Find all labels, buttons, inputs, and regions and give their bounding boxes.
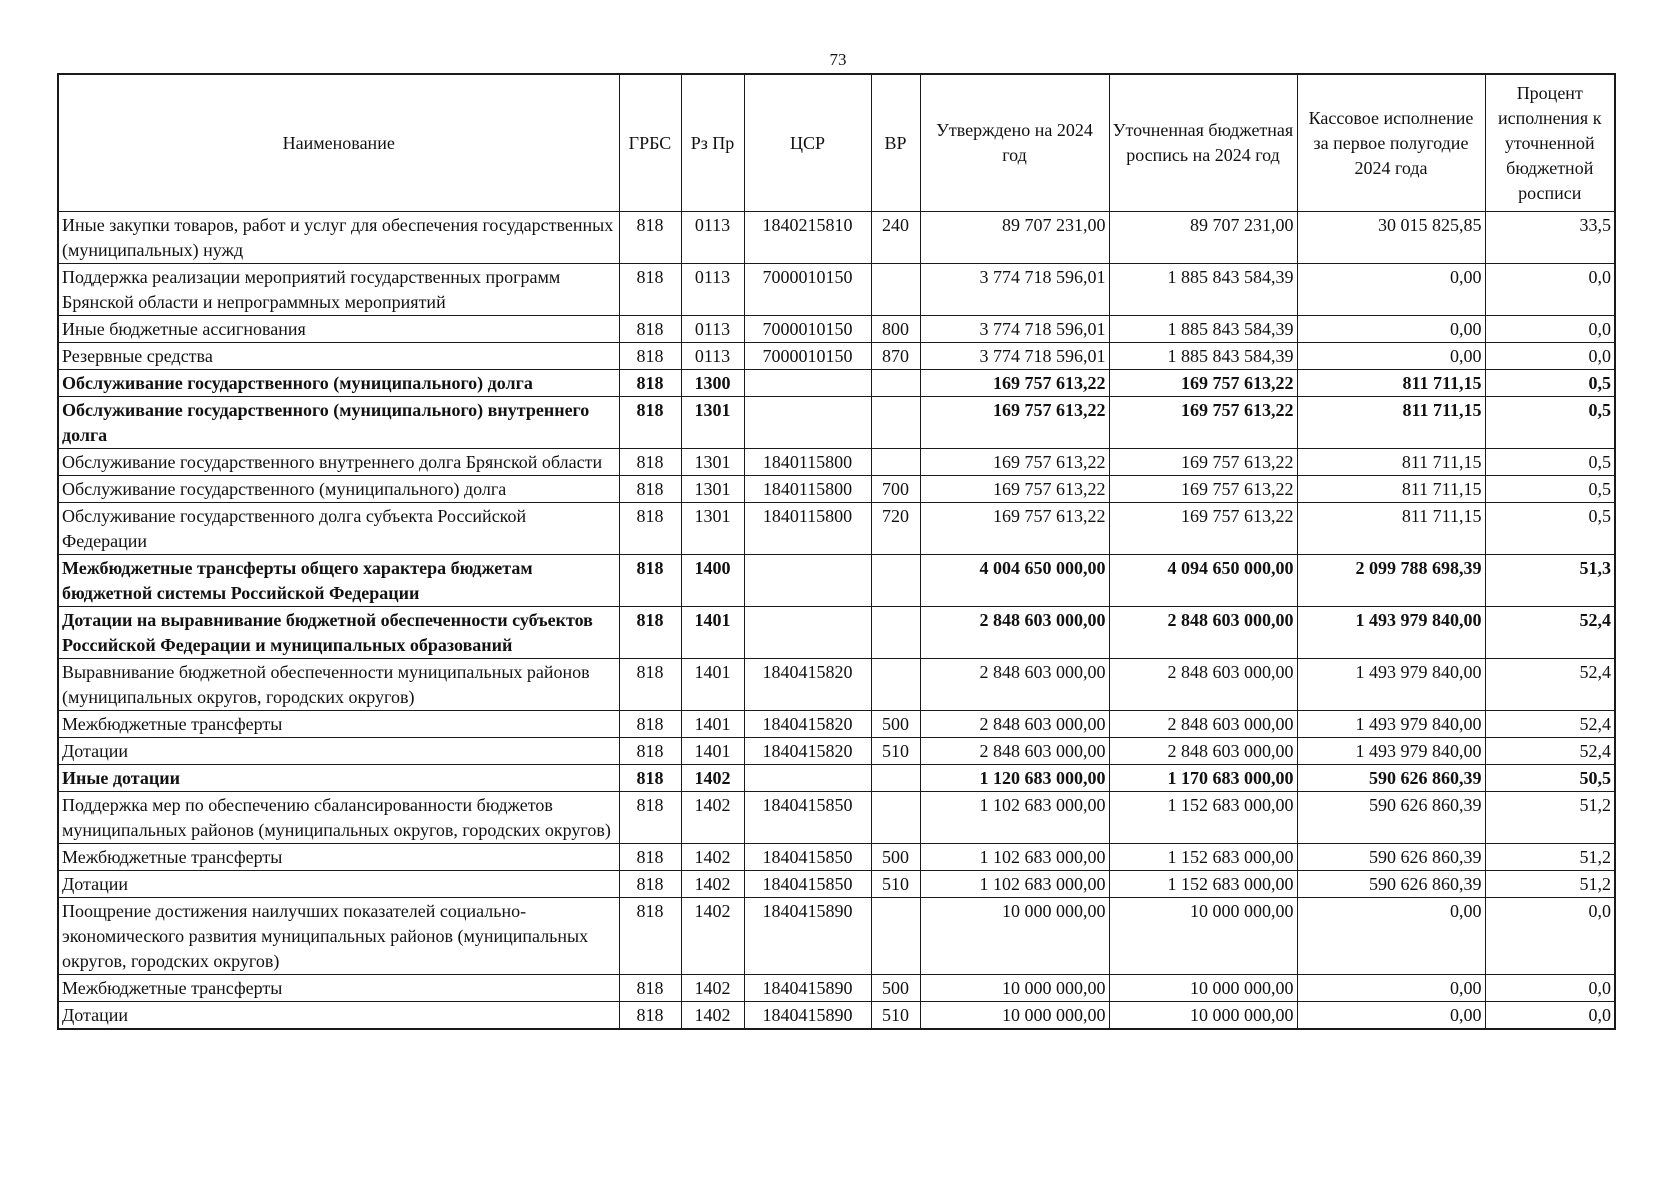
cell-vr [871,898,920,975]
cell-approved: 2 848 603 000,00 [920,659,1109,711]
cell-approved: 10 000 000,00 [920,898,1109,975]
cell-cash: 590 626 860,39 [1297,871,1485,898]
header-percent: Процент исполнения к уточненной бюджетной росписи [1485,74,1615,212]
cell-percent: 0,0 [1485,1002,1615,1030]
cell-grbs: 818 [619,711,681,738]
cell-csr: 1840415820 [744,659,871,711]
cell-name: Обслуживание государственного (муниципального) внутреннего долга [58,397,619,449]
table-row [58,370,1615,397]
table-row [58,659,1615,711]
cell-grbs: 818 [619,316,681,343]
cell-percent: 0,0 [1485,264,1615,316]
cell-vr: 720 [871,503,920,555]
cell-vr [871,370,920,397]
table-row [58,449,1615,476]
cell-rzpr: 1402 [681,898,744,975]
cell-csr: 1840415890 [744,898,871,975]
cell-refined: 4 094 650 000,00 [1109,555,1297,607]
cell-rzpr: 1402 [681,765,744,792]
cell-name: Выравнивание бюджетной обеспеченности муниципальных районов (муниципальных округов, городских округов) [58,659,619,711]
cell-csr [744,607,871,659]
cell-csr: 1840415890 [744,1002,871,1030]
table-row [58,555,1615,607]
cell-cash: 0,00 [1297,343,1485,370]
cell-percent: 51,3 [1485,555,1615,607]
table-row [58,476,1615,503]
cell-approved: 169 757 613,22 [920,503,1109,555]
cell-grbs: 818 [619,898,681,975]
cell-name: Дотации [58,1002,619,1030]
cell-cash: 2 099 788 698,39 [1297,555,1485,607]
cell-grbs: 818 [619,264,681,316]
cell-approved: 2 848 603 000,00 [920,711,1109,738]
page-number: 73 [829,50,847,69]
cell-name: Резервные средства [58,343,619,370]
cell-refined: 1 170 683 000,00 [1109,765,1297,792]
cell-cash: 0,00 [1297,898,1485,975]
cell-vr: 500 [871,975,920,1002]
header-grbs: ГРБС [619,74,681,212]
cell-name: Поддержка мер по обеспечению сбалансированности бюджетов муниципальных районов (муниципальных округов, городских округов) [58,792,619,844]
cell-refined: 1 152 683 000,00 [1109,792,1297,844]
cell-name: Межбюджетные трансферты [58,975,619,1002]
cell-name: Поддержка реализации мероприятий государственных программ Брянской области и непрограммных мероприятий [58,264,619,316]
cell-vr [871,765,920,792]
cell-rzpr: 1301 [681,476,744,503]
table-row [58,1002,1615,1030]
cell-csr: 7000010150 [744,316,871,343]
cell-grbs: 818 [619,792,681,844]
cell-percent: 33,5 [1485,212,1615,264]
cell-grbs: 818 [619,844,681,871]
cell-rzpr: 0113 [681,264,744,316]
cell-grbs: 818 [619,555,681,607]
cell-grbs: 818 [619,397,681,449]
cell-refined: 2 848 603 000,00 [1109,607,1297,659]
cell-grbs: 818 [619,659,681,711]
cell-grbs: 818 [619,1002,681,1030]
cell-vr [871,449,920,476]
table-row [58,738,1615,765]
table-row [58,792,1615,844]
table-row [58,871,1615,898]
cell-name: Дотации [58,738,619,765]
cell-rzpr: 1401 [681,738,744,765]
cell-rzpr: 0113 [681,212,744,264]
cell-rzpr: 1402 [681,975,744,1002]
table-row [58,975,1615,1002]
cell-percent: 0,5 [1485,397,1615,449]
table-row [58,397,1615,449]
cell-rzpr: 1402 [681,871,744,898]
cell-refined: 10 000 000,00 [1109,898,1297,975]
table-row [58,212,1615,264]
cell-rzpr: 1401 [681,711,744,738]
cell-vr: 500 [871,711,920,738]
cell-refined: 169 757 613,22 [1109,397,1297,449]
cell-vr: 800 [871,316,920,343]
cell-percent: 0,5 [1485,476,1615,503]
cell-name: Иные бюджетные ассигнования [58,316,619,343]
cell-vr: 510 [871,1002,920,1030]
cell-cash: 590 626 860,39 [1297,765,1485,792]
cell-vr: 510 [871,871,920,898]
cell-csr: 1840415820 [744,711,871,738]
cell-csr: 1840415890 [744,975,871,1002]
cell-grbs: 818 [619,975,681,1002]
cell-rzpr: 1301 [681,503,744,555]
cell-grbs: 818 [619,212,681,264]
cell-grbs: 818 [619,738,681,765]
header-name: Наименование [58,74,619,212]
cell-csr [744,370,871,397]
cell-csr: 1840115800 [744,503,871,555]
cell-percent: 52,4 [1485,711,1615,738]
cell-name: Межбюджетные трансферты [58,844,619,871]
cell-approved: 10 000 000,00 [920,975,1109,1002]
cell-cash: 1 493 979 840,00 [1297,711,1485,738]
cell-grbs: 818 [619,871,681,898]
cell-grbs: 818 [619,765,681,792]
header-rzpr: Рз Пр [681,74,744,212]
cell-cash: 30 015 825,85 [1297,212,1485,264]
cell-percent: 52,4 [1485,607,1615,659]
cell-percent: 51,2 [1485,792,1615,844]
cell-cash: 590 626 860,39 [1297,844,1485,871]
cell-approved: 169 757 613,22 [920,476,1109,503]
cell-csr: 1840415850 [744,792,871,844]
cell-approved: 10 000 000,00 [920,1002,1109,1030]
cell-cash: 0,00 [1297,1002,1485,1030]
cell-name: Обслуживание государственного внутреннего долга Брянской области [58,449,619,476]
cell-approved: 3 774 718 596,01 [920,343,1109,370]
cell-refined: 89 707 231,00 [1109,212,1297,264]
cell-name: Дотации [58,871,619,898]
cell-approved: 169 757 613,22 [920,449,1109,476]
cell-vr [871,792,920,844]
table-row [58,765,1615,792]
cell-vr: 700 [871,476,920,503]
cell-percent: 0,0 [1485,898,1615,975]
cell-refined: 2 848 603 000,00 [1109,659,1297,711]
table-row [58,316,1615,343]
cell-csr [744,765,871,792]
table-body [58,212,1615,1030]
cell-vr: 870 [871,343,920,370]
cell-name: Дотации на выравнивание бюджетной обеспеченности субъектов Российской Федерации и муниципальных образований [58,607,619,659]
cell-csr [744,397,871,449]
cell-csr: 1840415850 [744,844,871,871]
cell-csr: 1840415820 [744,738,871,765]
cell-approved: 2 848 603 000,00 [920,607,1109,659]
cell-rzpr: 1402 [681,792,744,844]
cell-cash: 1 493 979 840,00 [1297,738,1485,765]
cell-name: Обслуживание государственного долга субъекта Российской Федерации [58,503,619,555]
cell-name: Обслуживание государственного (муниципального) долга [58,370,619,397]
cell-percent: 0,0 [1485,343,1615,370]
table-row [58,711,1615,738]
budget-table [57,73,1616,1030]
cell-cash: 0,00 [1297,264,1485,316]
cell-grbs: 818 [619,503,681,555]
cell-approved: 89 707 231,00 [920,212,1109,264]
cell-rzpr: 1301 [681,449,744,476]
cell-vr: 240 [871,212,920,264]
cell-percent: 0,5 [1485,370,1615,397]
cell-cash: 811 711,15 [1297,397,1485,449]
cell-percent: 52,4 [1485,659,1615,711]
cell-csr: 1840215810 [744,212,871,264]
cell-refined: 10 000 000,00 [1109,975,1297,1002]
table-row [58,343,1615,370]
cell-rzpr: 0113 [681,343,744,370]
cell-rzpr: 1402 [681,844,744,871]
cell-vr [871,659,920,711]
cell-approved: 169 757 613,22 [920,397,1109,449]
header-cash: Кассовое исполнение за первое полугодие 2024 года [1297,74,1485,212]
cell-refined: 1 152 683 000,00 [1109,871,1297,898]
cell-name: Межбюджетные трансферты [58,711,619,738]
cell-cash: 590 626 860,39 [1297,792,1485,844]
cell-refined: 169 757 613,22 [1109,370,1297,397]
cell-grbs: 818 [619,370,681,397]
cell-approved: 1 102 683 000,00 [920,792,1109,844]
cell-cash: 1 493 979 840,00 [1297,659,1485,711]
cell-rzpr: 1301 [681,397,744,449]
cell-grbs: 818 [619,343,681,370]
header-row [58,74,1615,212]
cell-percent: 0,0 [1485,975,1615,1002]
cell-csr: 1840115800 [744,449,871,476]
cell-rzpr: 1401 [681,607,744,659]
cell-cash: 811 711,15 [1297,476,1485,503]
cell-grbs: 818 [619,607,681,659]
cell-approved: 2 848 603 000,00 [920,738,1109,765]
cell-refined: 1 885 843 584,39 [1109,343,1297,370]
cell-refined: 10 000 000,00 [1109,1002,1297,1030]
cell-percent: 0,0 [1485,316,1615,343]
cell-name: Иные дотации [58,765,619,792]
cell-csr: 7000010150 [744,264,871,316]
table-row [58,264,1615,316]
table-row [58,898,1615,975]
header-csr: ЦСР [744,74,871,212]
cell-percent: 52,4 [1485,738,1615,765]
cell-vr [871,397,920,449]
cell-rzpr: 1300 [681,370,744,397]
cell-approved: 3 774 718 596,01 [920,316,1109,343]
cell-percent: 50,5 [1485,765,1615,792]
table-row [58,844,1615,871]
cell-grbs: 818 [619,449,681,476]
cell-rzpr: 1402 [681,1002,744,1030]
cell-rzpr: 1400 [681,555,744,607]
cell-cash: 811 711,15 [1297,449,1485,476]
cell-refined: 1 152 683 000,00 [1109,844,1297,871]
table-row [58,607,1615,659]
cell-rzpr: 1401 [681,659,744,711]
cell-name: Поощрение достижения наилучших показателей социально-экономического развития муниципальных районов (муниципальных округов, городских округов) [58,898,619,975]
cell-name: Иные закупки товаров, работ и услуг для обеспечения государственных (муниципальных) нужд [58,212,619,264]
cell-cash: 811 711,15 [1297,370,1485,397]
cell-refined: 169 757 613,22 [1109,476,1297,503]
cell-approved: 3 774 718 596,01 [920,264,1109,316]
cell-percent: 0,5 [1485,449,1615,476]
cell-cash: 811 711,15 [1297,503,1485,555]
cell-rzpr: 0113 [681,316,744,343]
cell-vr: 510 [871,738,920,765]
cell-approved: 169 757 613,22 [920,370,1109,397]
cell-refined: 169 757 613,22 [1109,449,1297,476]
header-refined: Уточненная бюджетная роспись на 2024 год [1109,74,1297,212]
cell-csr [744,555,871,607]
cell-grbs: 818 [619,476,681,503]
cell-name: Межбюджетные трансферты общего характера бюджетам бюджетной системы Российской Федерации [58,555,619,607]
cell-cash: 1 493 979 840,00 [1297,607,1485,659]
cell-approved: 1 102 683 000,00 [920,844,1109,871]
cell-refined: 169 757 613,22 [1109,503,1297,555]
cell-approved: 4 004 650 000,00 [920,555,1109,607]
cell-vr [871,607,920,659]
cell-csr: 1840115800 [744,476,871,503]
cell-percent: 51,2 [1485,871,1615,898]
cell-percent: 51,2 [1485,844,1615,871]
table-row [58,503,1615,555]
cell-refined: 2 848 603 000,00 [1109,711,1297,738]
cell-csr: 7000010150 [744,343,871,370]
cell-vr [871,264,920,316]
cell-cash: 0,00 [1297,975,1485,1002]
cell-approved: 1 102 683 000,00 [920,871,1109,898]
cell-name: Обслуживание государственного (муниципального) долга [58,476,619,503]
cell-percent: 0,5 [1485,503,1615,555]
header-approved: Утверждено на 2024 год [920,74,1109,212]
cell-approved: 1 120 683 000,00 [920,765,1109,792]
cell-refined: 1 885 843 584,39 [1109,316,1297,343]
table-header [58,74,1615,212]
cell-vr [871,555,920,607]
cell-refined: 1 885 843 584,39 [1109,264,1297,316]
cell-vr: 500 [871,844,920,871]
header-vr: ВР [871,74,920,212]
cell-cash: 0,00 [1297,316,1485,343]
cell-csr: 1840415850 [744,871,871,898]
cell-refined: 2 848 603 000,00 [1109,738,1297,765]
